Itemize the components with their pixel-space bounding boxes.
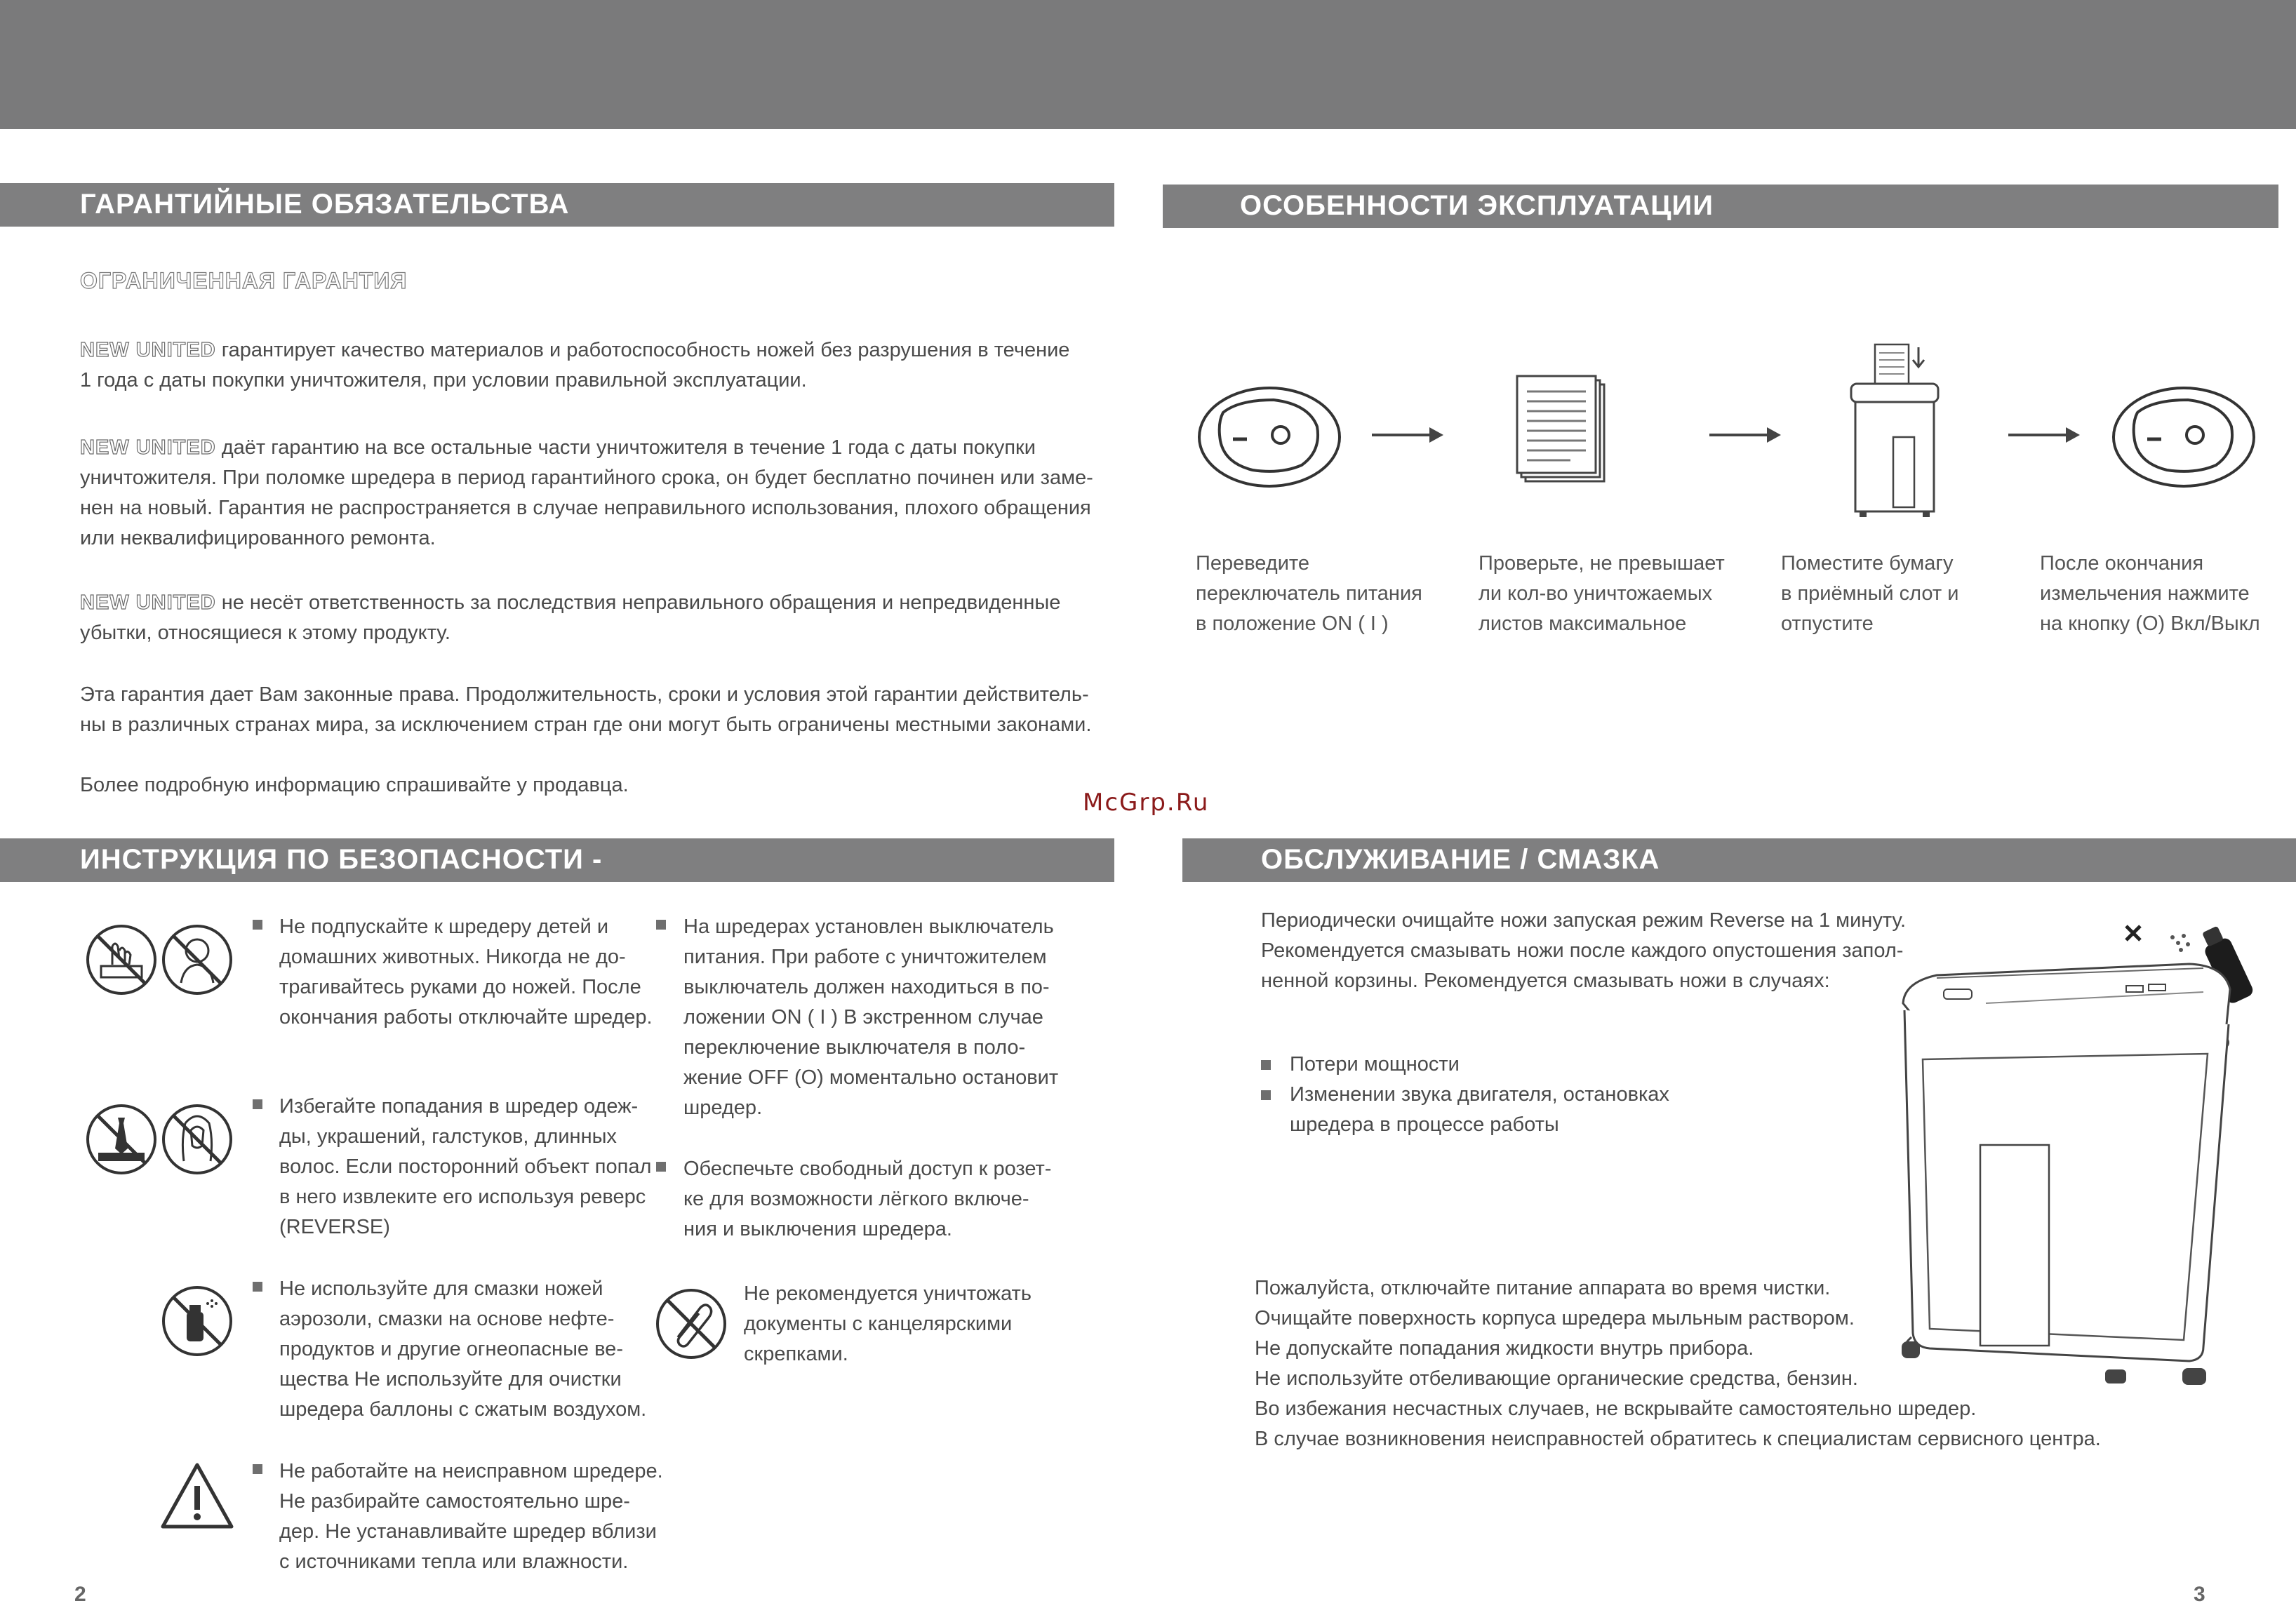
bullet-icon (253, 1099, 262, 1109)
warranty-subtitle: ОГРАНИЧЕННАЯ ГАРАНТИЯ (80, 268, 408, 293)
text-line: Не используйте для смазки ножей (279, 1278, 603, 1300)
warranty-paragraph-3 (80, 588, 1061, 648)
text-line: Периодически очищайте ножи запуская режим Reverse на 1 минуту. (1261, 909, 1907, 932)
text-line: Не разбирайте самостоятельно шре- (279, 1490, 630, 1513)
text-line: щества Не используйте для очистки (279, 1368, 622, 1391)
maintenance-title: ОБСЛУЖИВАНИЕ / СМАЗКА (1261, 844, 1660, 875)
text-line: отпустите (1781, 612, 1874, 635)
warning-triangle-icon (159, 1461, 236, 1532)
text-line: трагивайтесь руками до ножей. После (279, 976, 641, 998)
power-switch-off-icon (2111, 384, 2257, 490)
text-line: шредера в процессе работы (1290, 1113, 1559, 1136)
text-line: питания. При работе с уничтожителем (683, 946, 1047, 968)
text-line: листов максимальное (1479, 612, 1687, 635)
text-line: Изменении звука двигателя, остановках (1290, 1083, 1669, 1106)
maintenance-bullet-1 (1290, 1050, 1460, 1080)
text-line: переключатель питания (1196, 582, 1422, 605)
text-line: Избегайте попадания в шредер одеж- (279, 1095, 639, 1118)
no-children-icon (160, 923, 234, 997)
safety-title-band (0, 838, 1114, 882)
text-line: окончания работы отключайте шредер. (279, 1006, 653, 1029)
safety-item-faulty (279, 1456, 663, 1577)
text-line: выключатель должен находиться в по- (683, 976, 1050, 998)
safety-title: ИНСТРУКЦИЯ ПО БЕЗОПАСНОСТИ - (80, 844, 603, 875)
step-caption-2 (1479, 549, 1725, 639)
text-line: документы с канцелярскими (744, 1313, 1013, 1335)
maintenance-bullet-2 (1290, 1080, 1669, 1140)
bullet-icon (253, 1464, 262, 1474)
text-line: Не работайте на неисправном шредере. (279, 1460, 663, 1482)
bullet-icon (1261, 1090, 1271, 1100)
step-caption-4 (2040, 549, 2260, 639)
page-number-right: 3 (2194, 1583, 2205, 1606)
brand-name: NEW UNITED (80, 339, 216, 361)
text-line: не несёт ответственность за последствия неправильного обращения и непредвиденные (221, 591, 1061, 614)
safety-item-aerosol (279, 1274, 646, 1425)
text-line: ке для возможности лёгкого включе- (683, 1188, 1029, 1210)
arrow-right-icon (1372, 434, 1441, 436)
text-line: Не рекомендуется уничтожать (744, 1282, 1032, 1305)
text-line: продуктов и другие огнеопасные ве- (279, 1338, 623, 1360)
step-caption-1 (1196, 549, 1422, 639)
text-line: Не допускайте попадания жидкости внутрь прибора. (1255, 1337, 1754, 1360)
text-line: ния и выключения шредера. (683, 1218, 952, 1240)
text-line: Обеспечьте свободный доступ к розет- (683, 1158, 1052, 1180)
bullet-icon (656, 1162, 666, 1172)
text-line: Потери мощности (1290, 1053, 1460, 1076)
power-switch-off-icon (1196, 384, 1342, 490)
text-line: Проверьте, не превышает (1479, 552, 1725, 575)
top-header-bar (0, 0, 2296, 129)
text-line: Переведите (1196, 552, 1310, 575)
text-line: шредера баллоны с сжатым воздухом. (279, 1398, 647, 1421)
no-tie-icon (84, 1102, 159, 1177)
no-aerosol-icon (160, 1284, 234, 1358)
text-line: или неквалифицированного ремонта. (80, 527, 436, 549)
text-line: ложении ON ( I ) В экстренном случае (683, 1006, 1043, 1029)
warranty-paragraph-1 (80, 335, 1070, 396)
text-line: в него извлеките его используя реверс (279, 1186, 646, 1208)
text-line: Рекомендуется смазывать ножи после каждого опустошения запол- (1261, 939, 1904, 962)
no-paperclip-icon (654, 1287, 728, 1361)
text-line: Эта гарантия дает Вам законные права. Продолжительность, сроки и условия этой гарантии действитель- (80, 683, 1089, 706)
shredder-feed-paper-icon (1846, 342, 1944, 520)
safety-item-paperclips (744, 1279, 1032, 1369)
text-line: На шредерах установлен выключатель (683, 916, 1054, 938)
text-line: Пожалуйста, отключайте питание аппарата во время чистки. (1255, 1277, 1831, 1299)
text-line: дер. Не устанавливайте шредер вблизи (279, 1520, 657, 1543)
text-line: скрепками. (744, 1343, 848, 1365)
page-number-left: 2 (74, 1583, 86, 1606)
text-line: (REVERSE) (279, 1216, 390, 1238)
brand-name: NEW UNITED (80, 436, 216, 459)
bullet-icon (253, 920, 262, 930)
text-line: ненной корзины. Рекомендуется смазывать ножи в случаях: (1261, 970, 1830, 992)
text-line: измельчения нажмите (2040, 582, 2250, 605)
safety-item-clothing (279, 1092, 651, 1242)
text-line: гарантирует качество материалов и работоспособность ножей без разрушения в течение (221, 339, 1070, 361)
safety-item-children (279, 912, 653, 1033)
text-line: волос. Если посторонний объект попал (279, 1155, 652, 1178)
text-line: убытки, относящиеся к этому продукту. (80, 622, 450, 644)
text-line: После окончания (2040, 552, 2204, 575)
text-line: Поместите бумагу (1781, 552, 1954, 575)
text-line: уничтожителя. При поломке шредера в период гарантийного срока, он будет бесплатно починен или заме- (80, 467, 1093, 489)
safety-item-switch (683, 912, 1058, 1123)
arrow-right-icon (1709, 434, 1778, 436)
text-line: нен на новый. Гарантия не распространяется в случае неправильного использования, плохого обращения (80, 497, 1091, 519)
text-line: ды, украшений, галстуков, длинных (279, 1125, 617, 1148)
maintenance-title-band (1182, 838, 2296, 882)
warranty-paragraph-2 (80, 433, 1093, 554)
text-line: жение OFF (O) моментально остановит (683, 1066, 1059, 1089)
warranty-paragraph-4 (80, 680, 1092, 740)
text-line: аэрозоли, смазки на основе нефте- (279, 1308, 615, 1330)
paper-stack-icon (1514, 373, 1610, 485)
step-caption-3 (1781, 549, 1958, 639)
warranty-title: ГАРАНТИЙНЫЕ ОБЯЗАТЕЛЬСТВА (80, 189, 570, 220)
text-line: ли кол-во уничтожаемых (1479, 582, 1713, 605)
brand-name: NEW UNITED (80, 591, 216, 614)
text-line: переключение выключателя в поло- (683, 1036, 1026, 1059)
operation-title: ОСОБЕННОСТИ ЭКСПЛУАТАЦИИ (1240, 190, 1714, 221)
bullet-icon (1261, 1060, 1271, 1070)
bullet-icon (656, 920, 666, 930)
text-line: В случае возникновения неисправностей обратитесь к специалистам сервисного центра. (1255, 1428, 2101, 1450)
shredder-illustration (1895, 905, 2260, 1410)
no-hands-icon (84, 923, 159, 997)
text-line: даёт гарантию на все остальные части уничтожителя в течение 1 года с даты покупки (221, 436, 1036, 459)
text-line: Очищайте поверхность корпуса шредера мыльным раствором. (1255, 1307, 1855, 1329)
maintenance-intro (1261, 906, 1906, 996)
arrow-right-icon (2008, 434, 2077, 436)
watermark: McGrp.Ru (1083, 789, 1210, 817)
warranty-title-band (0, 183, 1114, 227)
safety-item-socket (683, 1154, 1051, 1245)
text-line: в положение ON ( I ) (1196, 612, 1389, 635)
no-long-hair-icon (160, 1102, 234, 1177)
bullet-icon (253, 1282, 262, 1292)
text-line: Не используйте отбеливающие органические средства, бензин. (1255, 1367, 1858, 1390)
text-line: в приёмный слот и (1781, 582, 1959, 605)
operation-title-band (1163, 185, 2278, 228)
text-line: 1 года с даты покупки уничтожителя, при условии правильной эксплуатации. (80, 369, 807, 391)
text-line: на кнопку (O) Вкл/Выкл (2040, 612, 2260, 635)
text-line: Не подпускайте к шредеру детей и (279, 916, 609, 938)
text-line: шредер. (683, 1097, 763, 1119)
warranty-paragraph-5: Более подробную информацию спрашивайте у продавца. (80, 774, 629, 796)
text-line: Во избежания несчастных случаев, не вскрывайте самостоятельно шредер. (1255, 1398, 1977, 1420)
text-line: домашних животных. Никогда не до- (279, 946, 626, 968)
text-line: ны в различных странах мира, за исключением стран где они могут быть ограничены местными законами. (80, 713, 1092, 736)
text-line: с источниками тепла или влажности. (279, 1550, 629, 1573)
